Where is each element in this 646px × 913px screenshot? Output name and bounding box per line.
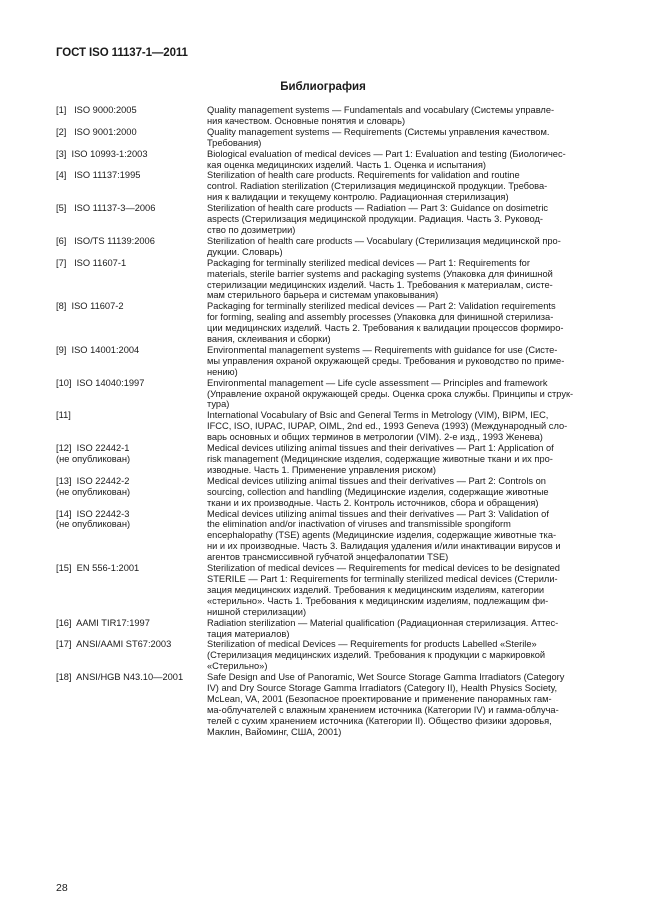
entry-description: Packaging for terminally sterilized medical devices — Part 1: Requirements for materials, sterile barrier systems and packaging systems (Упаковка для финишной стерилизации медицинских изделий. Часть 1. Требования к материалам, систе- мам стерильного барьера и системам упаковывания): [207, 257, 553, 301]
entry-reference: [12] ISO 22442-1 (не опубликован): [56, 443, 131, 464]
entry-reference: [5] ISO 11137-3—2006: [56, 203, 156, 214]
entry-reference: [9] ISO 14001:2004: [56, 344, 140, 355]
entry-reference: [13] ISO 22442-2 (не опубликован): [56, 475, 131, 497]
bibliography-entry: [56, 476, 592, 509]
bibliography-entry: [56, 672, 592, 737]
bibliography-list: [56, 105, 592, 738]
bibliography-entry: [56, 345, 592, 378]
entry-reference: [16] AAMI TIR17:1997: [56, 617, 150, 628]
entry-reference: [17] ANSI/AAMI ST67:2003: [56, 639, 172, 650]
entry-description: Sterilization of medical Devices — Requirements for products Labelled «Sterile» (Стерилизация медицинских изделий. Требования к продукции с маркировкой «Стерильно»): [207, 639, 546, 672]
entry-reference: [3] ISO 10993-1:2003: [56, 148, 148, 159]
entry-description: International Vocabulary of Bsic and General Terms in Metrology (VIM), BIPM, IEC, IFCC, ISO, IUPAC, IUPAP, OIML, 2nd ed., 1993 Geneva (1993) (Международный сло- варь основных и общих терминов в метрологии (VIM). 2-е изд., 1993 Женева): [207, 410, 568, 443]
bibliography-entry: [56, 170, 592, 203]
entry-description: Biological evaluation of medical devices — Part 1: Evaluation and testing (Биологичес- кая оценка медицинских изделий. Часть 1. Оценка и испытания): [207, 148, 566, 170]
bibliography-entry: [56, 410, 592, 443]
entry-reference: [1] ISO 9000:2005: [56, 105, 137, 115]
entry-reference: [2] ISO 9001:2000: [56, 126, 137, 137]
bibliography-entry: [56, 105, 592, 127]
entry-reference: [11]: [56, 410, 71, 421]
bibliography-entry: [56, 378, 592, 411]
page-number: 28: [56, 882, 68, 894]
bibliography-entry: [56, 258, 592, 302]
entry-description: Quality management systems — Requirements (Системы управления качеством. Требования): [207, 126, 550, 148]
entry-reference: [4] ISO 11137:1995: [56, 170, 141, 181]
entry-reference: [8] ISO 11607-2: [56, 301, 124, 312]
bibliography-entry: [56, 443, 592, 476]
entry-description: Sterilization of medical devices — Requirements for medical devices to be designated STERILE — Part 1: Requirements for terminally sterilized medical devices (Стерили- зация медицинских изделий. Требования к медицинским изделиям, категории «стерильно». Часть 1. Требования к медицинским изделиям, подлежащим фи- нишной стерилизации): [207, 563, 560, 617]
entry-description: Sterilization of health care products. Requirements for validation and routine control. Radiation sterilization (Стерилизация медицинской продукции. Требова- ния к валидации и текущему контролю. Радиационная стерилизация): [207, 170, 548, 203]
entry-reference: [6] ISO/TS 11139:2006: [56, 235, 155, 246]
entry-description: Medical devices utilizing animal tissues and their derivatives — Part 2: Controls on sourcing, collection and handling (Медицинские изделия, содержащие животные ткани и их производные. Часть 2. Контроль источников, сбора и обращения): [207, 475, 549, 508]
entry-description: Safe Design and Use of Panoramic, Wet Source Storage Gamma Irradiators (Category IV) and Dry Source Storage Gamma Irradiators (Category II), Health Physics Society, McLean, VA, 2001 (Безопасное проектирование и применение панорамных гам- ма-облучателей с влажным хранением источника (Категории IV) и гамма-облуча- телей с сухим хранением источника (Категории II). Общество физики здоровья, Маклин, Вайоминг, США, 2001): [207, 672, 565, 737]
bibliography-entry: [56, 301, 592, 345]
entry-description: Sterilization of health care products — Radiation — Part 3: Guidance on dosimetric aspects (Стерилизация медицинской продукции. Радиация. Часть 3. Руковод- ство по дозиметрии): [207, 203, 549, 235]
bibliography-entry: [56, 639, 592, 672]
entry-reference: [18] ANSI/HGB N43.10—2001: [56, 672, 184, 683]
entry-description: Environmental management systems — Requirements with guidance for use (Систе- мы управления охраной окружающей среды. Требования и руководство по приме- нению): [207, 344, 565, 377]
entry-description: Radiation sterilization — Material qualification (Радиационная стерилизация. Аттес- тация материалов): [207, 617, 559, 639]
entry-description: Quality management systems — Fundamentals and vocabulary (Системы управле- ния качеством. Основные понятия и словарь): [207, 105, 555, 126]
entry-description: Environmental management — Life cycle assessment — Principles and framework (Управление охраной окружающей среды. Оценка срока службы. Принципы и струк- тура): [207, 377, 574, 410]
bibliography-title: Библиография: [280, 81, 366, 93]
bibliography-entry: [56, 563, 592, 618]
entry-description: Medical devices utilizing animal tissues and their derivatives — Part 3: Validation of the elimination and/or inactivation of viruses and transmissible spongiform encephalopathy (TSE) agents (Медицинские изделия, содержащие животные тка- ни и их производные. Часть 3. Валидация удаления и/или инактивации вирусов и агентов трансмиссивной губчатой энцефалопатии TSE): [207, 508, 561, 563]
entry-reference: [10] ISO 14040:1997: [56, 377, 145, 388]
document-code-header: ГОСТ ISO 11137-1—2011: [56, 47, 188, 59]
bibliography-entry: [56, 618, 592, 640]
entry-reference: [15] EN 556-1:2001: [56, 563, 140, 574]
bibliography-entry: [56, 236, 592, 258]
entry-description: Medical devices utilizing animal tissues and their derivatives — Part 1: Application of risk management (Медицинские изделия, содержащие животные ткани и их про- изводные. Часть 1. Применение управления риском): [207, 443, 554, 475]
bibliography-entry: [56, 509, 592, 564]
entry-reference: [7] ISO 11607-1: [56, 257, 127, 268]
bibliography-entry: [56, 127, 592, 149]
entry-reference: [14] ISO 22442-3 (не опубликован): [56, 508, 131, 530]
entry-description: Sterilization of health care products — Vocabulary (Стерилизация медицинской про- дукции. Словарь): [207, 235, 561, 257]
entry-description: Packaging for terminally sterilized medical devices — Part 2: Validation requirements for forming, sealing and assembly processes (Упаковка для финишной стерилиза- ции медицинских изделий. Часть 2. Требования к валидации процессов формиро- вания, склеивания и сборки): [207, 301, 564, 345]
bibliography-entry: [56, 149, 592, 171]
bibliography-entry: [56, 203, 592, 236]
